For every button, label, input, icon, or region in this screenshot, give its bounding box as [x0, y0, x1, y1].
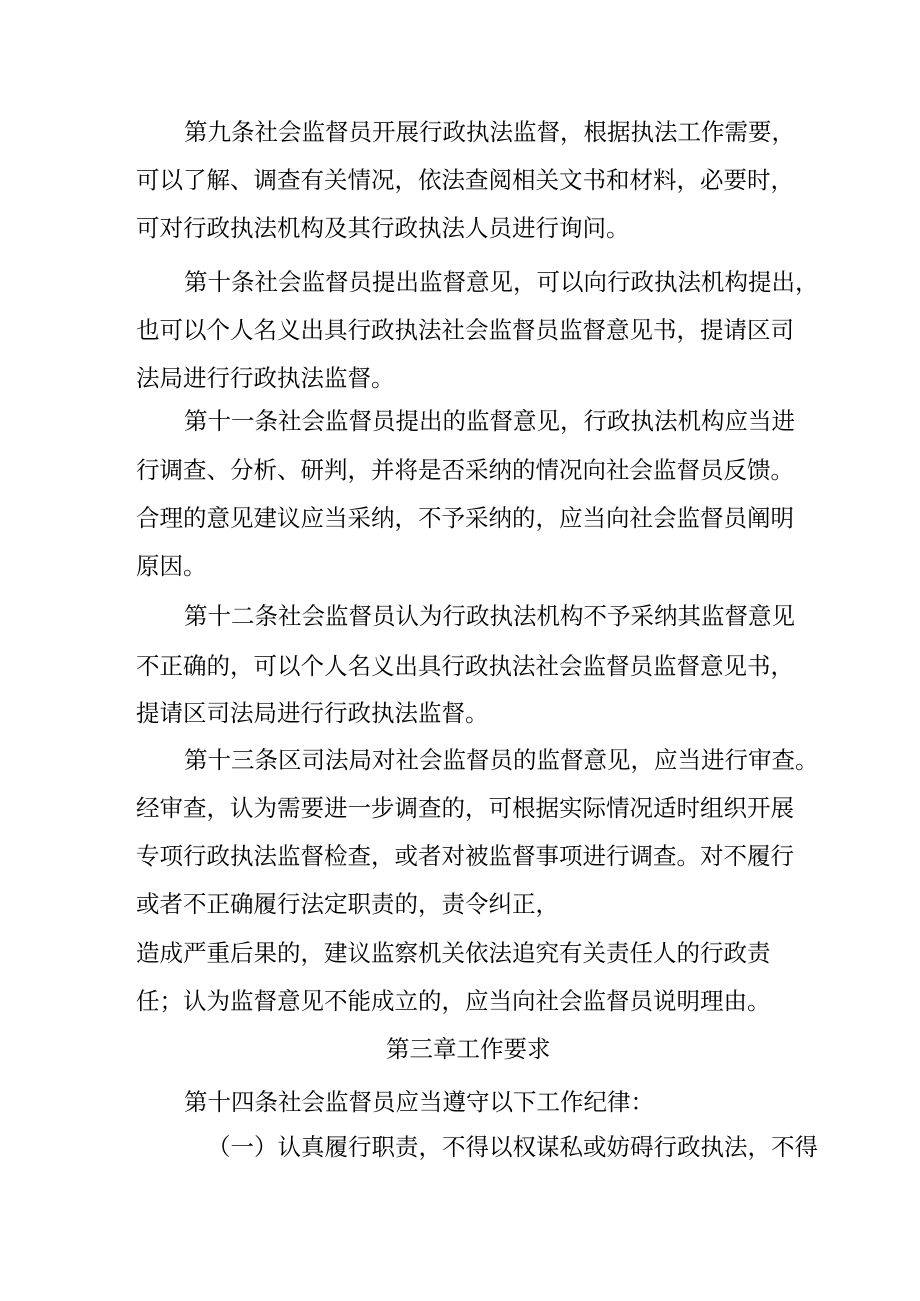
article-14-item-1: （一）认真履行职责，不得以权谋私或妨碍行政执法，不得 [207, 1133, 818, 1161]
article-10-line-3: 法局进行行政执法监督。 [136, 364, 395, 392]
article-10-line-2: 也可以个人名义出具行政执法社会监督员监督意见书，提请区司 [136, 316, 794, 344]
article-12-line-3: 提请区司法局进行行政执法监督。 [136, 699, 489, 727]
article-13-line-3: 专项行政执法监督检查，或者对被监督事项进行调查。对不履行 [136, 842, 794, 870]
article-11-line-4: 原因。 [136, 552, 207, 580]
article-12-line-1: 第十二条社会监督员认为行政执法机构不予采纳其监督意见 [184, 602, 795, 630]
article-11-line-1: 第十一条社会监督员提出的监督意见，行政执法机构应当进 [184, 407, 795, 435]
article-13-line-1: 第十三条区司法局对社会监督员的监督意见，应当进行审查。 [184, 746, 819, 774]
article-10-line-1: 第十条社会监督员提出监督意见，可以向行政执法机构提出， [184, 268, 819, 296]
article-9-line-3: 可对行政执法机构及其行政执法人员进行询问。 [136, 214, 630, 242]
article-13-line-2: 经审查，认为需要进一步调查的，可根据实际情况适时组织开展 [136, 794, 794, 822]
article-13-line-6: 任；认为监督意见不能成立的，应当向社会监督员说明理由。 [136, 987, 771, 1015]
article-9-line-2: 可以了解、调查有关情况，依法查阅相关文书和材料，必要时， [136, 166, 794, 194]
article-12-line-2: 不正确的，可以个人名义出具行政执法社会监督员监督意见书， [136, 652, 794, 680]
article-13-line-5: 造成严重后果的，建议监察机关依法追究有关责任人的行政责 [136, 939, 771, 967]
article-14-line-1: 第十四条社会监督员应当遵守以下工作纪律： [184, 1088, 654, 1116]
article-13-line-4: 或者不正确履行法定职责的，责令纠正， [136, 890, 559, 918]
article-9-line-1: 第九条社会监督员开展行政执法监督，根据执法工作需要， [184, 118, 795, 146]
article-11-line-2: 行调查、分析、研判，并将是否采纳的情况向社会监督员反馈。 [136, 456, 794, 484]
chapter-3-heading: 第三章工作要求 [386, 1035, 551, 1063]
article-11-line-3: 合理的意见建议应当采纳，不予采纳的，应当向社会监督员阐明 [136, 504, 794, 532]
